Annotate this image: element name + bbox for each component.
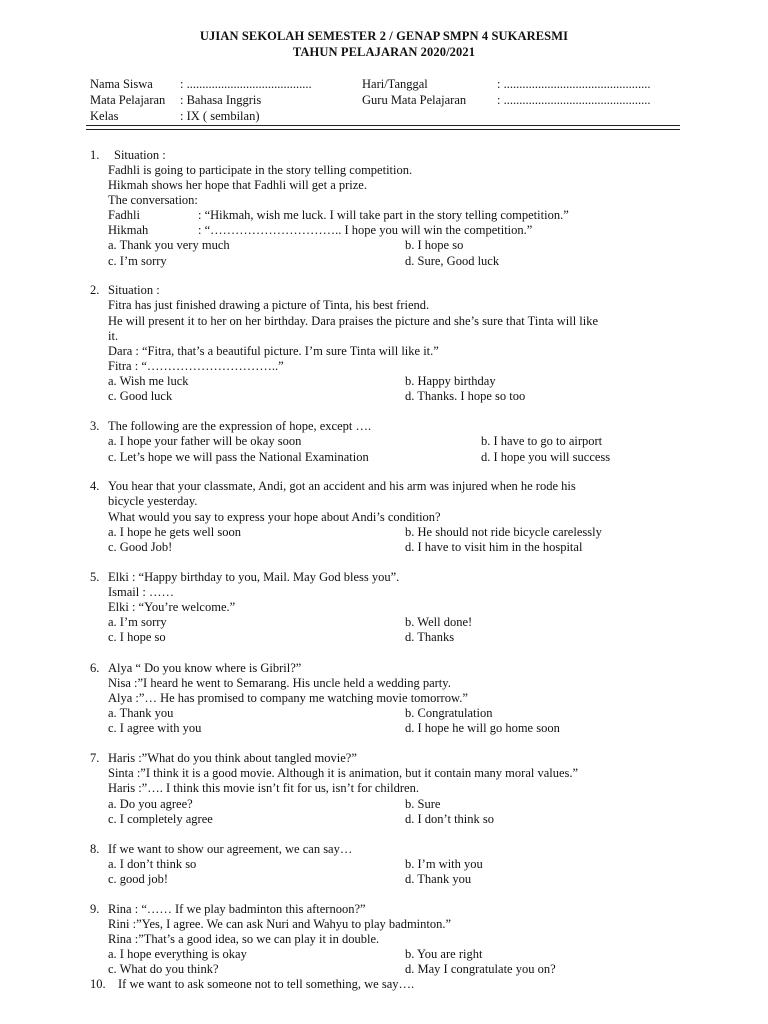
dialogue-line: Nisa :”I heard he went to Semarang. His uncle held a wedding party.	[108, 676, 451, 690]
speaker: Hikmah	[108, 223, 149, 237]
dialogue-line: Fitra : “…………………………..”	[108, 359, 284, 373]
option-d[interactable]: d. I don’t think so	[405, 812, 495, 826]
option-c[interactable]: c. What do you think?	[108, 962, 219, 976]
question-number: 7.	[90, 751, 100, 765]
question-line: Situation :	[108, 283, 160, 297]
option-a[interactable]: a. I’m sorry	[108, 615, 167, 629]
option-d[interactable]: d. May I congratulate you on?	[405, 962, 556, 976]
question-number: 4.	[90, 479, 100, 493]
option-a[interactable]: a. Do you agree?	[108, 797, 193, 811]
option-a[interactable]: a. I hope your father will be okay soon	[108, 434, 302, 448]
question-line: Situation :	[114, 148, 166, 162]
date-field: : ...............................................	[497, 77, 651, 91]
dialogue-line: Ismail : ……	[108, 585, 174, 599]
question-line: Fadhli is going to participate in the story telling competition.	[108, 163, 413, 177]
option-c[interactable]: c. I hope so	[108, 630, 166, 644]
option-c[interactable]: c. Good Job!	[108, 540, 173, 554]
option-d[interactable]: d. I have to visit him in the hospital	[405, 540, 583, 554]
teacher-label: Guru Mata Pelajaran	[362, 93, 467, 107]
option-a[interactable]: a. Thank you very much	[108, 238, 230, 252]
teacher-field: : ...............................................	[497, 93, 651, 107]
subject-value: : Bahasa Inggris	[180, 93, 262, 107]
option-d[interactable]: d. Thanks. I hope so too	[405, 389, 526, 403]
option-d[interactable]: d. I hope he will go home soon	[405, 721, 560, 735]
question-line: The conversation:	[108, 193, 198, 207]
question-number: 2.	[90, 283, 100, 297]
dialogue-line: Rina : “…… If we play badminton this afternoon?”	[108, 902, 366, 916]
dialogue-line: Haris :”What do you think about tangled movie?”	[108, 751, 357, 765]
option-b[interactable]: b. I hope so	[405, 238, 464, 252]
option-b[interactable]: b. I’m with you	[405, 857, 483, 871]
header-rule	[86, 125, 680, 126]
speaker: Fadhli	[108, 208, 140, 222]
dialogue-line: Elki : “You’re welcome.”	[108, 600, 236, 614]
option-c[interactable]: c. I completely agree	[108, 812, 213, 826]
subject-label: Mata Pelajaran	[90, 93, 166, 107]
question-line: it.	[108, 329, 119, 343]
option-d[interactable]: d. Thank you	[405, 872, 472, 886]
dialogue-line: Sinta :”I think it is a good movie. Although it is animation, but it contain many moral values.”	[108, 766, 579, 780]
question-number: 3.	[90, 419, 100, 433]
option-a[interactable]: a. Thank you	[108, 706, 174, 720]
school-year: TAHUN PELAJARAN 2020/2021	[292, 45, 476, 59]
option-c[interactable]: c. I agree with you	[108, 721, 202, 735]
dialogue-line: : “Hikmah, wish me luck. I will take part in the story telling competition.”	[198, 208, 569, 222]
dialogue-line: Rina :”That’s a good idea, so we can play it in double.	[108, 932, 380, 946]
question-line: If we want to show our agreement, we can say…	[108, 842, 353, 856]
question-line: The following are the expression of hope, except ….	[108, 419, 372, 433]
option-a[interactable]: a. I hope everything is okay	[108, 947, 247, 961]
option-c[interactable]: c. good job!	[108, 872, 169, 886]
question-line: If we want to ask someone not to tell something, we say….	[118, 977, 415, 991]
dialogue-line: Haris :”…. I think this movie isn’t fit for us, isn’t for children.	[108, 781, 419, 795]
header-rule-thin	[86, 129, 680, 130]
option-b[interactable]: b. He should not ride bicycle carelessly	[405, 525, 602, 539]
question-line: Hikmah shows her hope that Fadhli will get a prize.	[108, 178, 367, 192]
class-value: : IX ( sembilan)	[180, 109, 260, 123]
option-c[interactable]: c. Let’s hope we will pass the National Examination	[108, 450, 369, 464]
dialogue-line: Alya :”… He has promised to company me watching movie tomorrow.”	[108, 691, 468, 705]
question-number: 10.	[90, 977, 106, 991]
option-c[interactable]: c. Good luck	[108, 389, 173, 403]
option-b[interactable]: b. You are right	[405, 947, 483, 961]
option-b[interactable]: b. Happy birthday	[405, 374, 496, 388]
option-b[interactable]: b. Congratulation	[405, 706, 493, 720]
class-label: Kelas	[90, 109, 119, 123]
option-b[interactable]: b. I have to go to airport	[481, 434, 603, 448]
question-number: 6.	[90, 661, 100, 675]
dialogue-line: Dara : “Fitra, that’s a beautiful picture. I’m sure Tinta will like it.”	[108, 344, 439, 358]
dialogue-line: Alya “ Do you know where is Gibril?”	[108, 661, 302, 675]
option-a[interactable]: a. Wish me luck	[108, 374, 189, 388]
student-name-label: Nama Siswa	[90, 77, 153, 91]
question-line: He will present it to her on her birthday. Dara praises the picture and she’s sure that Tinta will like	[108, 314, 599, 328]
question-number: 5.	[90, 570, 100, 584]
question-number: 8.	[90, 842, 100, 856]
question-line: What would you say to express your hope about Andi’s condition?	[108, 510, 441, 524]
option-b[interactable]: b. Well done!	[405, 615, 473, 629]
option-d[interactable]: d. Sure, Good luck	[405, 254, 500, 268]
question-line: You hear that your classmate, Andi, got an accident and his arm was injured when he rode his	[108, 479, 576, 493]
exam-title: UJIAN SEKOLAH SEMESTER 2 / GENAP SMPN 4 SUKARESMI	[199, 29, 569, 43]
option-d[interactable]: d. Thanks	[405, 630, 455, 644]
dialogue-line: Elki : “Happy birthday to you, Mail. May God bless you”.	[108, 570, 400, 584]
option-d[interactable]: d. I hope you will success	[481, 450, 611, 464]
question-line: Fitra has just finished drawing a picture of Tinta, his best friend.	[108, 298, 430, 312]
option-c[interactable]: c. I’m sorry	[108, 254, 167, 268]
option-a[interactable]: a. I don’t think so	[108, 857, 197, 871]
dialogue-line: : “………………………….. I hope you will win the competition.”	[198, 223, 533, 237]
option-b[interactable]: b. Sure	[405, 797, 441, 811]
option-a[interactable]: a. I hope he gets well soon	[108, 525, 241, 539]
student-name-field: : ........................................	[180, 77, 312, 91]
date-label: Hari/Tanggal	[362, 77, 428, 91]
question-number: 9.	[90, 902, 100, 916]
question-line: bicycle yesterday.	[108, 494, 198, 508]
dialogue-line: Rini :”Yes, I agree. We can ask Nuri and Wahyu to play badminton.”	[108, 917, 452, 931]
question-number: 1.	[90, 148, 100, 162]
